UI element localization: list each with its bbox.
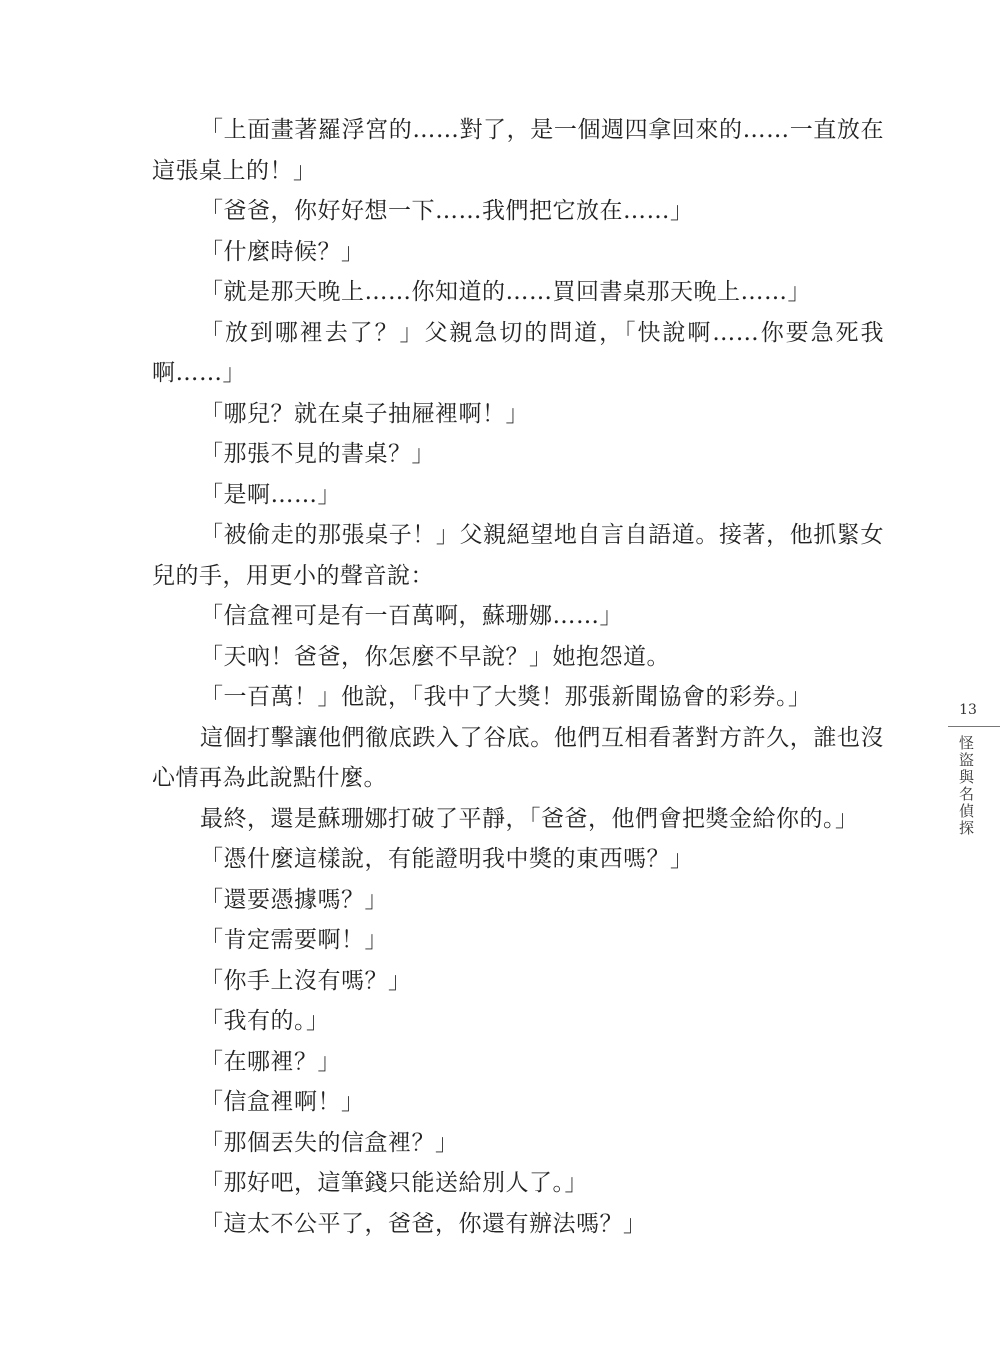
paragraph: 「被偷走的那張桌子！」父親絕望地自言自語道。接著，他抓緊女兒的手，用更小的聲音說：: [152, 522, 884, 589]
paragraph: 「一百萬！」他說，「我中了大獎！那張新聞協會的彩券。」: [200, 684, 812, 710]
paragraph: 「肯定需要啊！」: [200, 927, 388, 953]
paragraph: 「你手上沒有嗎？」: [200, 967, 412, 994]
paragraph: 「還要憑據嗎？」: [200, 886, 388, 913]
paragraph: 「哪兒？就在桌子抽屜裡啊！」: [200, 400, 529, 427]
running-title: 怪盜與名偵探: [957, 735, 975, 837]
paragraph: 「上面畫著羅浮宮的……對了，是一個週四拿回來的……一直放在這張桌上的！」: [152, 117, 884, 184]
paragraph: 「那張不見的書桌？」: [200, 441, 435, 467]
paragraph: 「那好吧，這筆錢只能送給別人了。」: [200, 1170, 588, 1196]
paragraph: 「放到哪裡去了？」父親急切的問道，「快說啊……你要急死我啊……」: [152, 319, 884, 386]
paragraph: 「天吶！爸爸，你怎麼不早說？」她抱怨道。: [200, 643, 670, 670]
page-number: 13: [959, 702, 977, 718]
page-margin: [948, 700, 1000, 837]
margin-divider: [948, 726, 1000, 727]
paragraph: 「是啊……」: [200, 481, 341, 508]
paragraph: 「在哪裡？」: [200, 1048, 341, 1075]
body-text: [152, 110, 884, 1244]
paragraph: 「什麼時候？」: [200, 238, 365, 265]
paragraph: 「信盒裡啊！」: [200, 1089, 365, 1115]
paragraph: 「我有的。」: [200, 1008, 330, 1034]
paragraph: 「那個丟失的信盒裡？」: [200, 1129, 459, 1156]
paragraph: 「信盒裡可是有一百萬啊，蘇珊娜……」: [200, 603, 623, 629]
paragraph: 最終，還是蘇珊娜打破了平靜，「爸爸，他們會把獎金給你的。」: [200, 805, 859, 832]
paragraph: 「就是那天晚上……你知道的……買回書桌那天晚上……」: [200, 279, 811, 305]
paragraph: 這個打擊讓他們徹底跌入了谷底。他們互相看著對方許久，誰也沒心情再為此說點什麼。: [152, 724, 884, 791]
paragraph: 「爸爸，你好好想一下……我們把它放在……」: [200, 198, 694, 224]
paragraph: 「這太不公平了，爸爸，你還有辦法嗎？」: [200, 1210, 647, 1237]
paragraph: 「憑什麼這樣說，有能證明我中獎的東西嗎？」: [200, 846, 694, 872]
